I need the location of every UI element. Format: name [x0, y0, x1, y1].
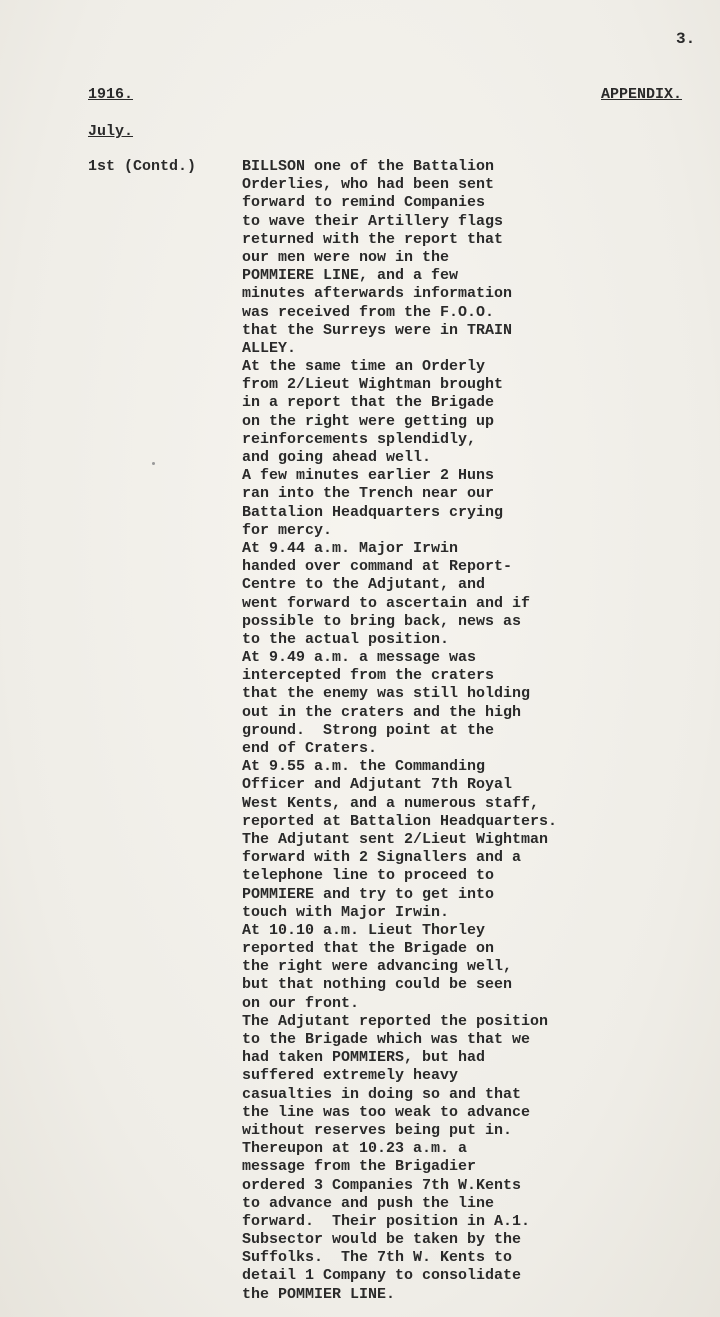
text-line: At 9.49 a.m. a message was	[242, 649, 477, 667]
entry-date: 1st (Contd.)	[88, 158, 197, 175]
month-heading: July.	[88, 123, 134, 140]
text-line: out in the craters and the high	[242, 703, 522, 721]
text-line: Thereupon at 10.23 a.m. a	[242, 1140, 468, 1158]
text-line: to advance and push the line	[242, 1194, 495, 1212]
text-line: without reserves being put in.	[242, 1121, 513, 1139]
text-line: minutes afterwards information	[242, 285, 513, 303]
text-line: The Adjutant sent 2/Lieut Wightman	[242, 830, 549, 848]
text-line: end of Craters.	[242, 740, 378, 757]
text-line: to wave their Artillery flags	[242, 212, 504, 230]
text-line: had taken POMMIERS, but had	[242, 1049, 486, 1067]
text-line: in a report that the Brigade	[242, 394, 495, 412]
text-line: to the Brigade which was that we	[242, 1031, 531, 1048]
text-line: detail 1 Company to consolidate	[242, 1267, 522, 1285]
text-line: ALLEY.	[242, 339, 297, 357]
text-line: the right were advancing well,	[242, 958, 513, 976]
text-line: handed over command at Report-	[242, 558, 513, 576]
appendix-heading: APPENDIX.	[601, 86, 683, 103]
text-line: forward with 2 Signallers and a	[242, 849, 522, 867]
diary-entry-text	[242, 158, 712, 1304]
text-line: casualties in doing so and that	[242, 1085, 522, 1103]
text-line: our men were now in the	[242, 248, 450, 266]
text-line: Suffolks. The 7th W. Kents to	[242, 1249, 513, 1267]
text-line: forward. Their position in A.1.	[242, 1212, 531, 1230]
text-line: BILLSON one of the Battalion	[242, 158, 495, 175]
text-line: the line was too weak to advance	[242, 1103, 531, 1121]
text-line: West Kents, and a numerous staff,	[242, 794, 540, 812]
text-line: returned with the report that	[242, 230, 504, 248]
text-line: At 9.44 a.m. Major Irwin	[242, 539, 459, 557]
text-line: suffered extremely heavy	[242, 1067, 459, 1085]
text-line: on the right were getting up	[242, 412, 495, 430]
text-line: reported that the Brigade on	[242, 940, 495, 958]
text-line: Subsector would be taken by the	[242, 1231, 522, 1249]
text-line: Orderlies, who had been sent	[242, 176, 495, 194]
text-line: Battalion Headquarters crying	[242, 503, 504, 521]
text-line: that the Surreys were in TRAIN	[242, 321, 513, 339]
text-line: for mercy.	[242, 521, 333, 539]
text-line: reinforcements splendidly,	[242, 430, 477, 448]
text-line: The Adjutant reported the position	[242, 1012, 549, 1030]
text-line: At 10.10 a.m. Lieut Thorley	[242, 921, 486, 939]
text-line: went forward to ascertain and if	[242, 594, 531, 612]
text-line: intercepted from the craters	[242, 667, 495, 685]
text-line: but that nothing could be seen	[242, 976, 513, 994]
text-line: POMMIERE LINE, and a few	[242, 267, 459, 285]
text-line: was received from the F.O.O.	[242, 303, 495, 321]
page-number: 3.	[676, 30, 696, 48]
text-line: At the same time an Orderly	[242, 358, 486, 376]
text-line: possible to bring back, news as	[242, 612, 522, 630]
text-line: to the actual position.	[242, 630, 450, 648]
text-line: At 9.55 a.m. the Commanding	[242, 758, 486, 776]
text-line: forward to remind Companies	[242, 194, 486, 212]
text-line: the POMMIER LINE.	[242, 1285, 396, 1303]
text-line: Centre to the Adjutant, and	[242, 576, 486, 594]
text-line: message from the Brigadier	[242, 1158, 477, 1176]
text-line: telephone line to proceed to	[242, 867, 495, 885]
text-line: from 2/Lieut Wightman brought	[242, 376, 504, 394]
text-line: on our front.	[242, 994, 360, 1012]
text-line: touch with Major Irwin.	[242, 903, 450, 921]
text-line: ordered 3 Companies 7th W.Kents	[242, 1176, 522, 1194]
text-line: and going ahead well.	[242, 449, 432, 466]
text-line: POMMIERE and try to get into	[242, 885, 495, 903]
text-line: that the enemy was still holding	[242, 685, 531, 703]
year-heading: 1916.	[88, 86, 134, 103]
paper-speck	[152, 462, 155, 465]
text-line: A few minutes earlier 2 Huns	[242, 467, 495, 485]
text-line: ran into the Trench near our	[242, 485, 495, 503]
text-line: ground. Strong point at the	[242, 721, 495, 739]
text-line: Officer and Adjutant 7th Royal	[242, 776, 513, 794]
text-line: reported at Battalion Headquarters.	[242, 812, 558, 830]
